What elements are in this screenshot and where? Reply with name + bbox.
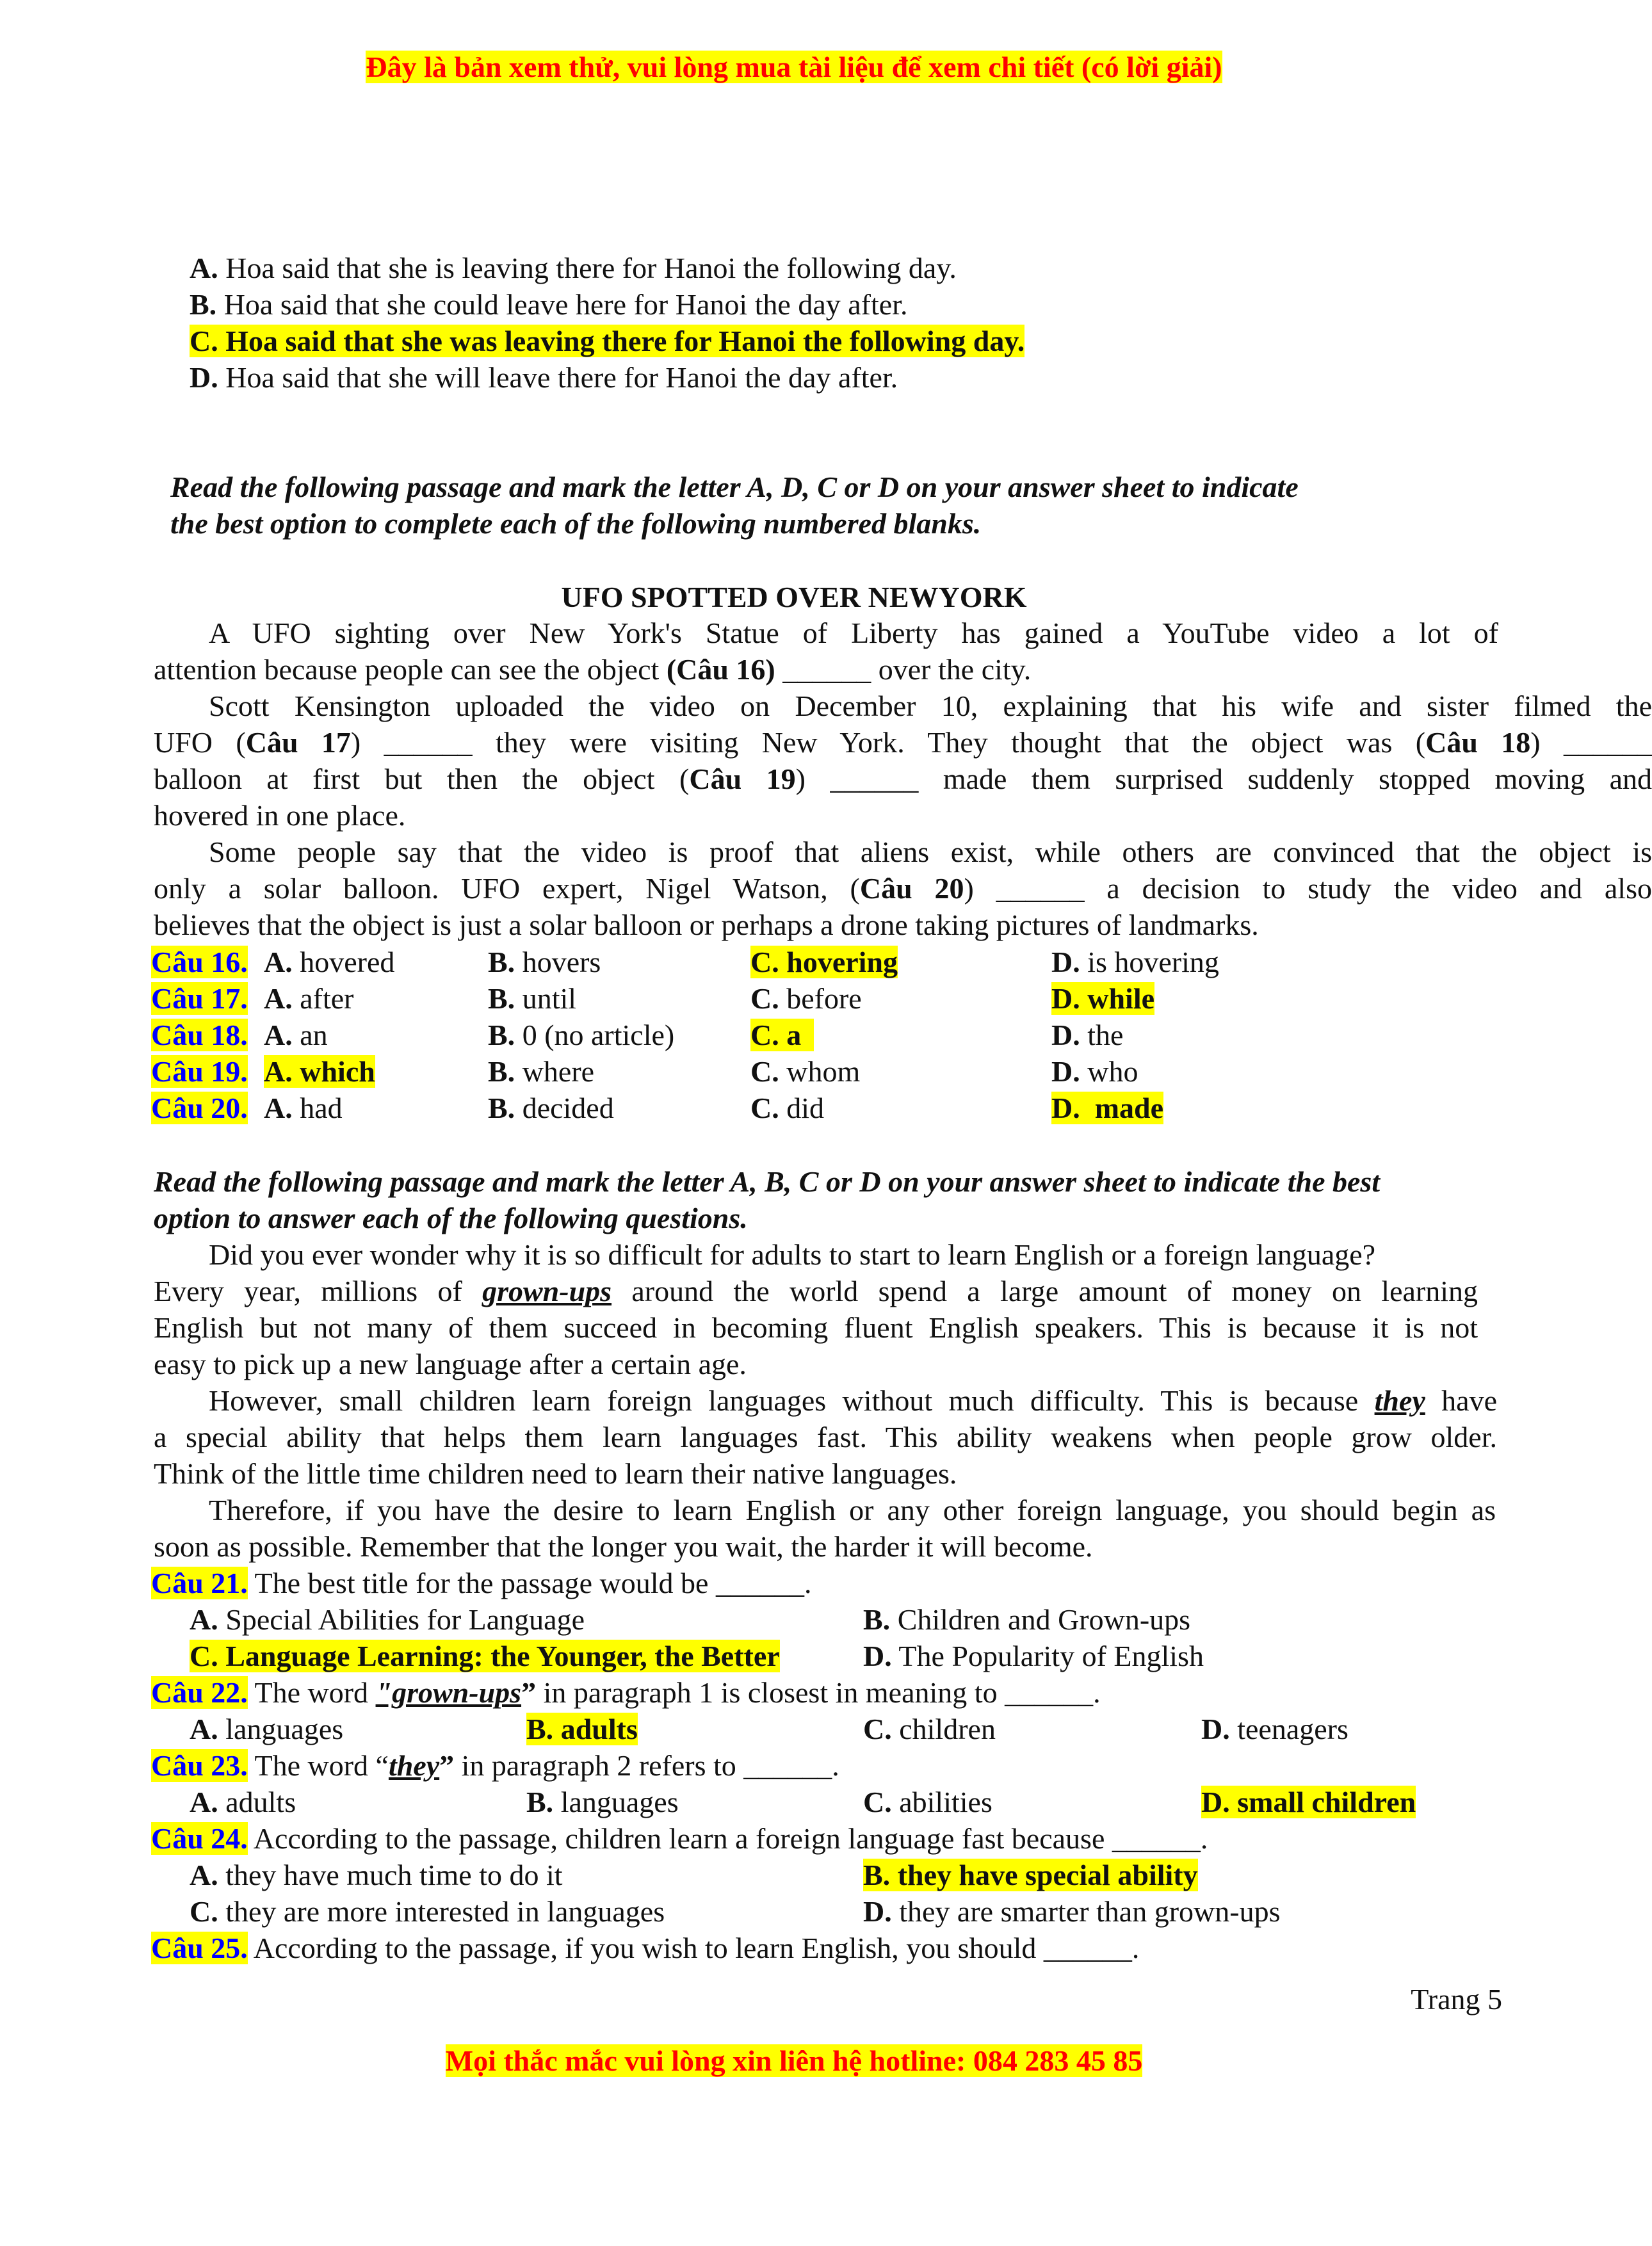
passage1-p2-line2: UFO (Câu 17) ______ they were visiting New York. They thought that the object was (Câu 18) ______ [154,726,1652,759]
passage2-p2-line1: However, small children learn foreign languages without much difficulty. This is because they have [209,1384,1497,1417]
q24-option-b-answer: B. they have special ability [863,1859,1198,1891]
q23-option-d-answer: D. small children [1201,1786,1416,1818]
q16-option-c-answer: C. hovering [750,946,898,978]
section1-instruction: Read the following passage and mark the letter A, D, C or D on your answer sheet to indicate the best option to complete each of the following numbered blanks. [170,471,1299,540]
q23-option-c: C. abilities [863,1786,992,1818]
q21-option-a: A. Special Abilities for Language [190,1603,585,1636]
q22-option-d: D. teenagers [1201,1713,1348,1745]
passage2-p2-line3: Think of the little time children need to learn their native languages. [154,1457,957,1490]
q18-option-d: D. the [1051,1019,1124,1051]
q16-option-d: D. is hovering [1051,946,1219,978]
q23-stem: Câu 23. The word “they” in paragraph 2 refers to ______. [151,1749,839,1782]
q24-stem: Câu 24. According to the passage, children learn a foreign language fast because ______. [151,1822,1208,1855]
passage1-p3-line1: Some people say that the video is proof that aliens exist, while others are convinced that the object is [209,836,1652,868]
passage2-p3-line2: soon as possible. Remember that the longer you wait, the harder it will become. [154,1530,1093,1563]
q22-option-c: C. children [863,1713,996,1745]
q16-option-b: B. hovers [488,946,601,978]
passage1-p2-line3: balloon at first but then the object (Câu 19) ______ made them surprised suddenly stopped moving and [154,763,1652,795]
q20-option-d-answer: D. made [1051,1092,1164,1124]
q19-option-a-answer: A. which [264,1055,375,1088]
passage2-p3-line1: Therefore, if you have the desire to learn English or any other foreign language, you should begin as [209,1494,1496,1526]
hotline-notice [0,2042,1588,2079]
q20-number: Câu 20. [151,1092,248,1124]
passage2-p1-line3: English but not many of them succeed in becoming fluent English speakers. This is because it is not [154,1311,1478,1344]
q19-number: Câu 19. [151,1055,248,1088]
q24-option-c: C. they are more interested in languages [190,1895,665,1928]
q20-option-c: C. did [750,1092,825,1124]
q22-option-b-answer: B. adults [526,1713,638,1745]
q19-option-b: B. where [488,1055,595,1088]
prev-option-d: D. Hoa said that she will leave there for Hanoi the day after. [190,361,898,394]
q22-stem: Câu 22. The word "grown-ups” in paragraph 1 is closest in meaning to ______. [151,1676,1101,1709]
q17-option-d-answer: D. while [1051,982,1155,1015]
passage1-p3-line3: believes that the object is just a solar balloon or perhaps a drone taking pictures of landmarks. [154,909,1259,941]
q16-option-a: A. hovered [264,946,395,978]
passage2-p2-line2: a special ability that helps them learn languages fast. This ability weakens when people grow older. [154,1421,1497,1453]
q21-stem: Câu 21. The best title for the passage would be ______. [151,1567,812,1599]
q20-option-b: B. decided [488,1092,614,1124]
preview-notice-text: Đây là bản xem thử, vui lòng mua tài liệu để xem chi tiết (có lời giải) [366,51,1222,83]
passage1-p2-line4: hovered in one place. [154,799,406,832]
q18-option-c-answer: C. a [750,1017,814,1053]
passage-2 [154,1236,1498,1565]
q23-option-b: B. languages [526,1786,679,1818]
passage-1 [154,615,1652,943]
q23-option-a: A. adults [190,1786,296,1818]
passage2-p1-line4: easy to pick up a new language after a certain age. [154,1348,747,1380]
prev-option-a: A. Hoa said that she is leaving there for Hanoi the following day. [190,252,957,284]
q19-option-c: C. whom [750,1055,861,1088]
q16-number: Câu 16. [151,946,248,978]
q22-option-a: A. languages [190,1713,344,1745]
q17-option-a: A. after [264,982,354,1015]
q21-option-c-answer: C. Language Learning: the Younger, the Better [190,1640,780,1672]
prev-option-c-answer: C. Hoa said that she was leaving there for Hanoi the following day. [190,325,1025,357]
passage-title: UFO SPOTTED OVER NEWYORK [561,581,1027,613]
q18-option-a: A. an [264,1019,328,1051]
passage2-p1-line1: Did you ever wonder why it is so difficult for adults to start to learn English or a foreign language? [209,1238,1376,1271]
passage2-p1-line2: Every year, millions of grown-ups around the world spend a large amount of money on learning [154,1275,1478,1307]
q17-option-b: B. until [488,982,577,1015]
passage1-p2-line1: Scott Kensington uploaded the video on December 10, explaining that his wife and sister filmed the [209,690,1652,722]
q21-option-b: B. Children and Grown-ups [863,1603,1191,1636]
q17-option-c: C. before [750,982,862,1015]
passage1-p3-line2: only a solar balloon. UFO expert, Nigel Watson, (Câu 20) ______ a decision to study the video and also [154,872,1652,905]
q24-option-d: D. they are smarter than grown-ups [863,1895,1281,1928]
hotline-text: Mọi thắc mắc vui lòng xin liên hệ hotline: 084 283 45 85 [445,2044,1143,2077]
q17-number: Câu 17. [151,982,248,1015]
preview-notice [0,49,1588,85]
prev-option-b: B. Hoa said that she could leave here for Hanoi the day after. [190,288,908,321]
q18-option-b: B. 0 (no article) [488,1019,675,1051]
q20-option-a: A. had [264,1092,343,1124]
page-number: Trang 5 [1411,1983,1502,2016]
section2-instruction: Read the following passage and mark the letter A, B, C or D on your answer sheet to indicate the best option to answer each of the following questions. [154,1165,1381,1234]
passage1-p1-line2: attention because people can see the object (Câu 16) ______ over the city. [154,653,1032,686]
passage1-p1-line1: A UFO sighting over New York's Statue of Liberty has gained a YouTube video a lot of [209,617,1498,649]
q21-option-d: D. The Popularity of English [863,1640,1204,1672]
q19-option-d: D. who [1051,1055,1138,1088]
q18-number: Câu 18. [151,1019,248,1051]
q25-stem: Câu 25. According to the passage, if you wish to learn English, you should ______. [151,1932,1140,1964]
q24-option-a: A. they have much time to do it [190,1859,563,1891]
